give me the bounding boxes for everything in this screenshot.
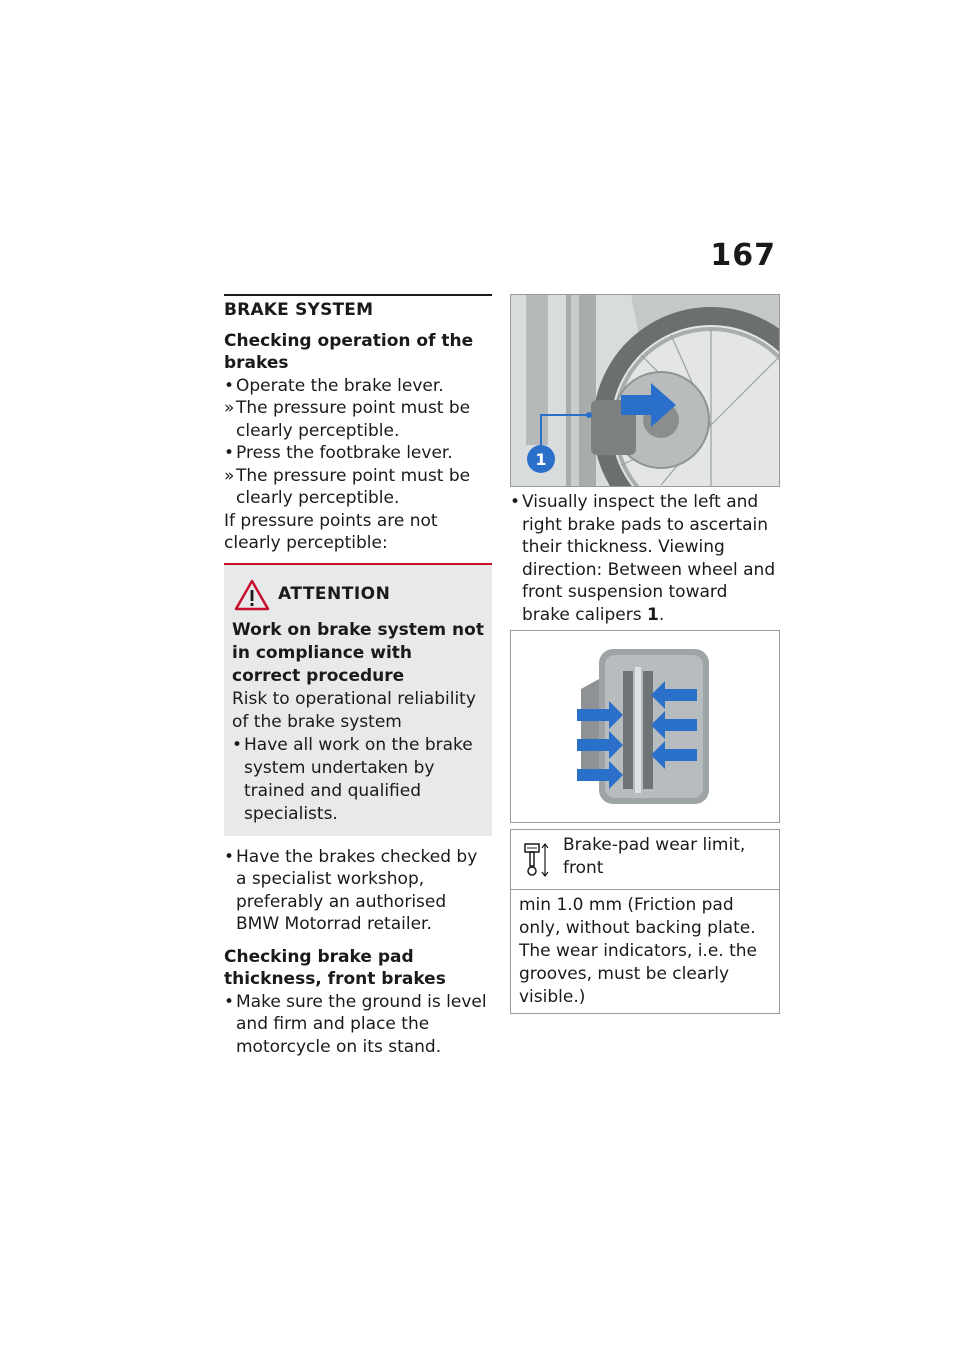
right-column <box>510 294 780 1014</box>
attention-title: ATTENTION <box>278 584 391 605</box>
step-item <box>224 991 492 1059</box>
bullet-mark: • <box>224 846 235 867</box>
result-text: The pressure point must be clearly perceptible. <box>236 465 471 508</box>
bullet-mark: • <box>232 734 243 755</box>
page-number: 167 <box>710 238 776 273</box>
step-text: Make sure the ground is level and firm and place the motorcycle on its stand. <box>236 991 487 1057</box>
left-column <box>224 294 492 1058</box>
step-item <box>224 846 492 936</box>
attention-hazard: Work on brake system not in compliance with correct procedure <box>232 619 484 686</box>
step-text: Have the brakes checked by a specialist workshop, preferably an authorised BMW Motorrad retailer. <box>236 846 478 934</box>
result-mark: » <box>224 465 235 486</box>
attention-box <box>224 563 492 836</box>
wear-limit-spec <box>510 829 780 1014</box>
section-title: BRAKE SYSTEM <box>224 294 492 322</box>
step-item <box>224 375 492 398</box>
step-item <box>224 442 492 465</box>
attention-measure <box>232 734 484 826</box>
condition-text: If pressure points are not clearly perceptible: <box>224 510 438 553</box>
step-text: Operate the brake lever. <box>236 375 444 396</box>
attention-consequence: Risk to operational reliability of the brake system <box>232 688 476 732</box>
result-item <box>224 465 492 510</box>
result-mark: » <box>224 398 235 418</box>
bullet-mark: • <box>224 375 235 396</box>
spec-value: min 1.0 mm (Friction pad only, without backing plate. The wear indicators, i.e. the grooves, must be clearly visible.) <box>519 894 757 1007</box>
subhead-brake-operation: Checking operation of the brakes <box>224 330 474 373</box>
brake-caliper-photo <box>510 630 780 823</box>
step-text-main: Visually inspect the left and right brake pads to ascertain their thickness. Viewing direction: Between wheel and front suspension toward brake calipers <box>522 492 776 625</box>
brake-pad-measure-icon <box>521 834 557 885</box>
step-end: . <box>658 604 665 625</box>
front-wheel-photo <box>510 294 780 487</box>
brake-caliper-illustration <box>511 631 780 823</box>
spec-header <box>511 830 779 890</box>
step-text: Press the footbrake lever. <box>236 443 453 463</box>
callout-number: 1 <box>535 450 547 469</box>
attention-measure-text: Have all work on the brake system undertaken by trained and qualified specialists. <box>244 734 473 824</box>
result-text: The pressure point must be clearly perceptible. <box>236 398 471 441</box>
front-wheel-illustration <box>511 295 780 487</box>
result-item <box>224 397 492 442</box>
subhead-pad-thickness: Checking brake pad thickness, front brakes <box>224 946 446 989</box>
attention-header <box>232 579 484 611</box>
step-item <box>510 491 780 626</box>
bullet-mark: • <box>510 492 521 512</box>
caliper-reference: 1 <box>647 604 659 625</box>
bullet-mark: • <box>224 443 235 463</box>
step-text <box>522 491 780 626</box>
warning-triangle-icon <box>234 579 270 611</box>
spec-label: Brake-pad wear limit, front <box>563 835 746 878</box>
bullet-mark: • <box>224 991 235 1012</box>
